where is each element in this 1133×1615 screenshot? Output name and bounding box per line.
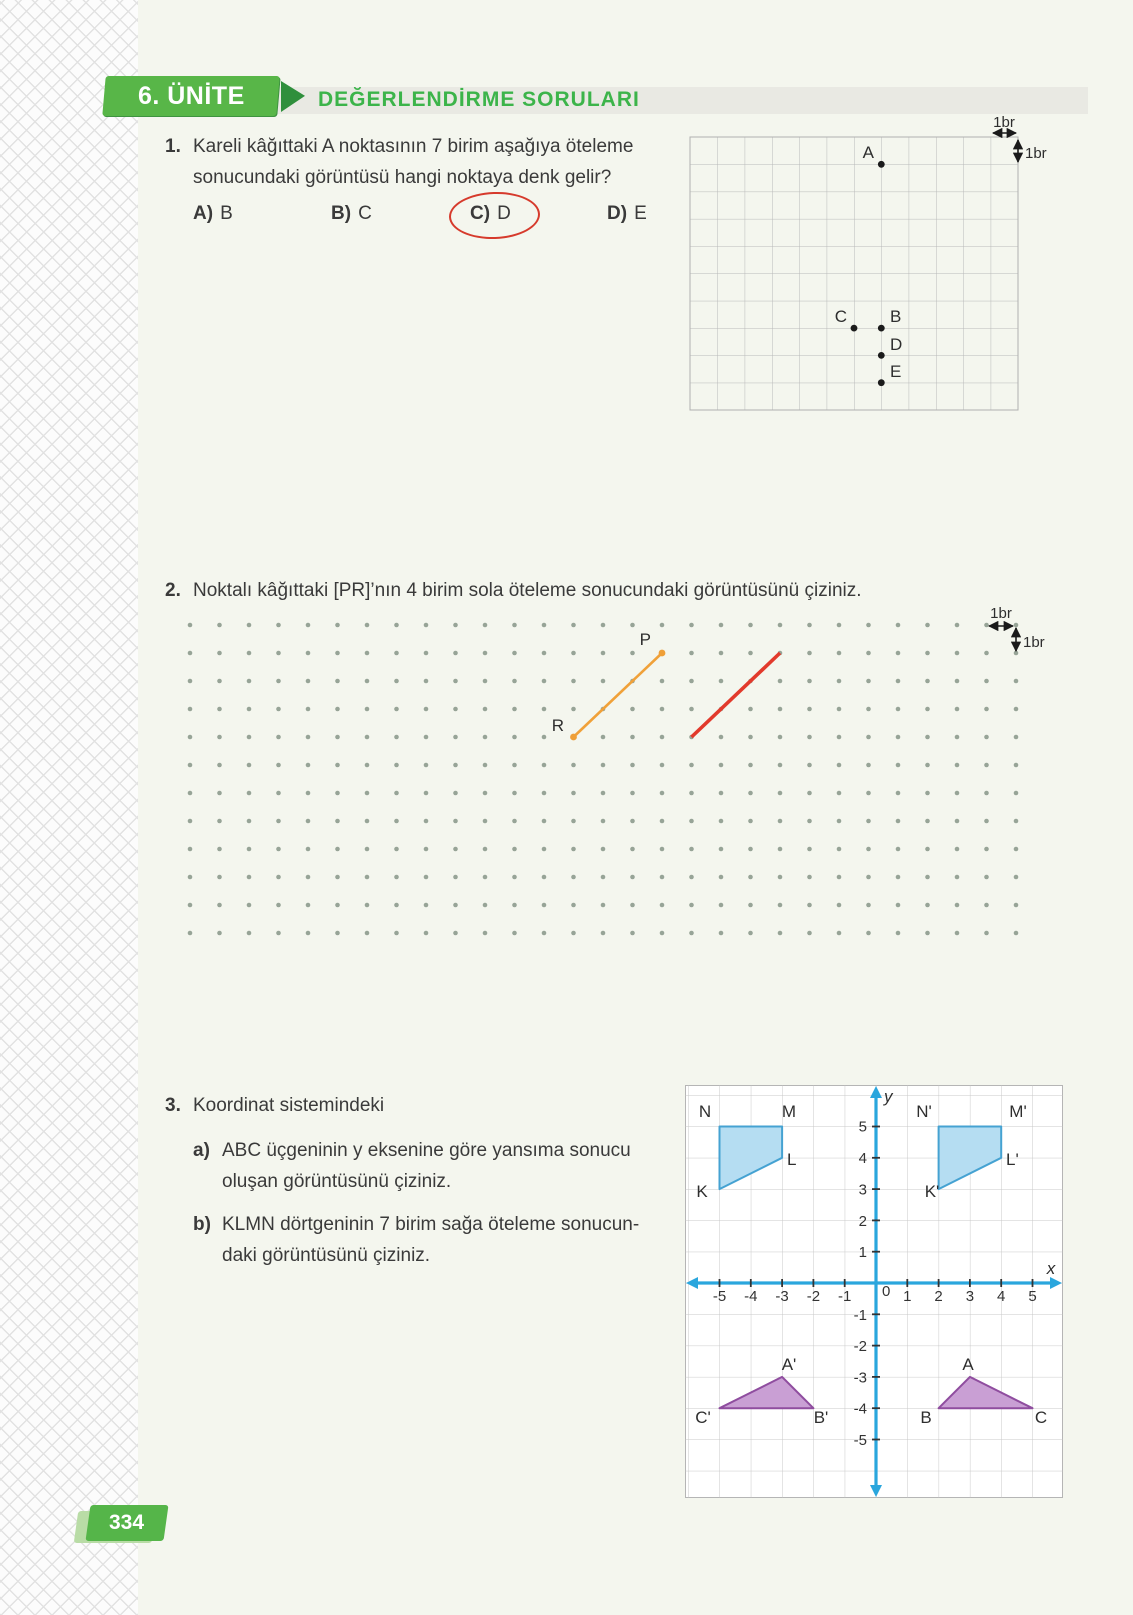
- y-tick: -3: [853, 1369, 867, 1387]
- unit-vertical-label: 1br: [1023, 634, 1045, 651]
- x-tick: 3: [965, 1288, 975, 1305]
- x-axis-label: x: [1046, 1259, 1056, 1278]
- q2-text: Noktalı kâğıttaki [PR]’nın 4 birim sola öteleme sonucundaki görüntüsünü çiziniz.: [193, 580, 862, 601]
- x-tick: 2: [934, 1288, 943, 1305]
- x-tick: -2: [806, 1288, 821, 1305]
- page-title: DEĞERLENDİRME SORULARI: [318, 88, 640, 111]
- unit-horizontal-label: 1br: [990, 605, 1012, 622]
- badge: [85, 1505, 168, 1541]
- q1-number: 1.: [165, 136, 181, 157]
- square-grid: [690, 137, 1018, 410]
- point-c-dot: [851, 325, 858, 332]
- point-e-dot: [878, 379, 885, 386]
- point-p-label: P: [639, 630, 651, 649]
- x-tick: 1: [903, 1288, 912, 1305]
- y-tick: 5: [858, 1118, 867, 1136]
- q3a-key: a): [193, 1140, 210, 1161]
- point-c2-label: C': [695, 1408, 711, 1427]
- y-tick: 4: [858, 1149, 867, 1167]
- q1-grid-figure: [685, 103, 1065, 418]
- y-tick: -1: [853, 1306, 867, 1324]
- q1-option-b-value: C: [358, 203, 372, 224]
- unit-banner: [102, 76, 279, 116]
- q3b-line1: KLMN dörtgeninin 7 birim sağa öteleme sonucun-: [222, 1214, 640, 1235]
- page-number-badge: [76, 1504, 171, 1546]
- point-m-label: M: [781, 1102, 797, 1121]
- x-tick: 4: [997, 1288, 1006, 1305]
- y-tick: -4: [853, 1400, 867, 1418]
- point-a-label: A: [962, 1355, 974, 1374]
- point-c-label: C: [834, 307, 847, 326]
- unit-horizontal-label: 1br: [993, 114, 1015, 131]
- q3b-line2: daki görüntüsünü çiziniz.: [222, 1245, 431, 1266]
- point-l-label: L: [787, 1150, 797, 1169]
- q3-intro: Koordinat sistemindeki: [193, 1095, 385, 1116]
- q1-option-a-key: A): [193, 203, 214, 224]
- point-d-label: D: [890, 335, 903, 354]
- y-axis-label: y: [884, 1087, 893, 1106]
- point-n2-label: N': [916, 1102, 932, 1121]
- point-l2-label: L': [1006, 1150, 1019, 1169]
- q1-option-d: [607, 203, 647, 225]
- q1-text-line2: sonucundaki görüntüsü hangi noktaya denk gelir?: [193, 167, 612, 188]
- q3-coordinate-figure: [685, 1085, 1063, 1498]
- q1-text-line1: Kareli kâğıttaki A noktasının 7 birim aşağıya öteleme: [193, 136, 634, 157]
- unit-banner-label: 6. ÜNİTE: [137, 81, 245, 110]
- point-b-dot: [878, 325, 885, 332]
- page-number: 334: [109, 1511, 145, 1534]
- q3a-line1: ABC üçgeninin y eksenine göre yansıma sonucu: [222, 1140, 631, 1161]
- point-n-label: N: [698, 1102, 712, 1121]
- x-tick: -5: [712, 1288, 727, 1305]
- point-a-label: A: [862, 143, 874, 162]
- q1-option-d-key: D): [607, 203, 628, 224]
- dot-grid: [187, 622, 1025, 938]
- origin-label: 0: [882, 1283, 891, 1300]
- point-d-dot: [878, 352, 885, 359]
- point-c-label: C: [1034, 1408, 1048, 1427]
- q1-option-c-key: C): [470, 203, 491, 224]
- y-tick: 3: [858, 1181, 867, 1199]
- x-tick: -3: [775, 1288, 789, 1305]
- y-tick: 1: [858, 1244, 867, 1262]
- x-tick: -4: [744, 1288, 758, 1305]
- q1-option-b: [331, 203, 372, 225]
- point-m2-label: M': [1009, 1102, 1027, 1121]
- q1-option-a: [193, 203, 233, 225]
- unit-vertical-label: 1br: [1025, 145, 1047, 162]
- x-tick: -1: [838, 1288, 852, 1305]
- y-tick: -5: [853, 1432, 867, 1449]
- point-k-label: K: [696, 1182, 708, 1201]
- q3a-line2: oluşan görüntüsünü çiziniz.: [222, 1171, 452, 1192]
- point-a2-label: A': [781, 1355, 797, 1374]
- q2-dot-figure: [180, 595, 1065, 950]
- y-tick: 2: [858, 1212, 867, 1230]
- point-r-dot: [570, 734, 577, 741]
- x-tick: 5: [1028, 1288, 1037, 1305]
- point-p-dot: [659, 650, 666, 657]
- point-r-label: R: [551, 716, 564, 735]
- q1-option-d-value: E: [634, 203, 647, 224]
- point-k2-label: K': [924, 1182, 940, 1201]
- q3-number: 3.: [165, 1095, 181, 1116]
- q1-option-b-key: B): [331, 203, 352, 224]
- point-b2-label: B': [813, 1408, 829, 1427]
- q3b-key: b): [193, 1214, 211, 1235]
- answer-circle-annotation: [448, 190, 541, 240]
- q1-option-a-value: B: [220, 203, 233, 224]
- q1-option-c-value: D: [497, 203, 511, 224]
- point-b-label: B: [890, 307, 902, 326]
- y-tick: -2: [853, 1338, 867, 1356]
- point-a-dot: [878, 161, 885, 168]
- crosshatch-margin: [0, 0, 138, 1615]
- point-b-label: B: [920, 1408, 932, 1427]
- point-e-label: E: [890, 362, 902, 381]
- q2-number: 2.: [165, 580, 181, 601]
